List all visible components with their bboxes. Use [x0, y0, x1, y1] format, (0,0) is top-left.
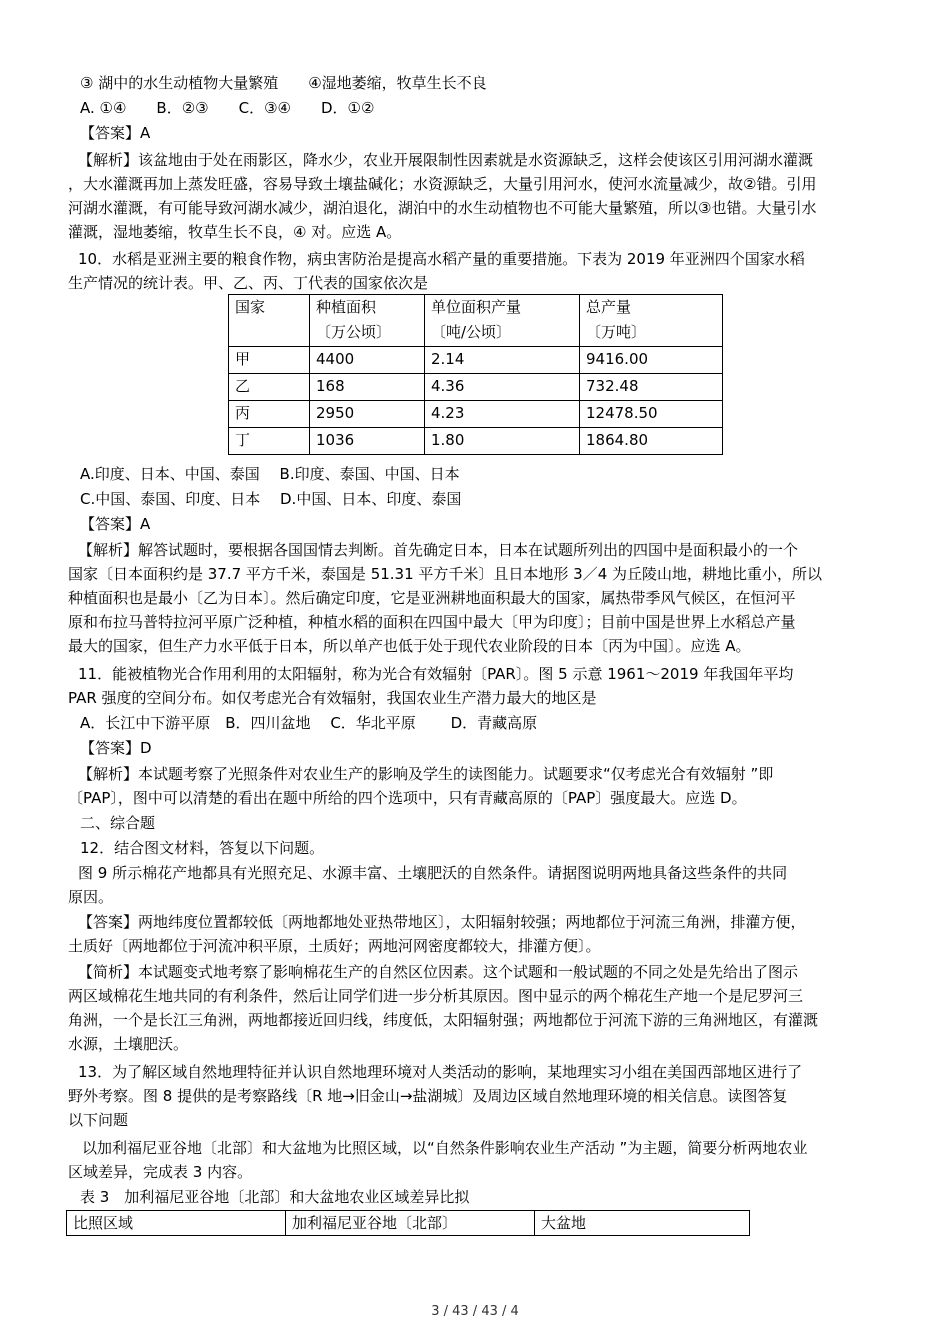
header-cell-total: 总产量 〔万吨〕	[580, 295, 723, 347]
table-row	[229, 374, 723, 401]
table-cell: 12478.50	[580, 401, 723, 428]
q13-stem-line: 13．为了解区域自然地理特征并认识自然地理环境对人类活动的影响，某地理实习小组在美国西部地区进行了	[78, 1063, 803, 1081]
q13-task-line: 区域差异，完成表 3 内容。	[68, 1163, 253, 1181]
q13-stem-line: 野外考察。图 8 提供的是考察路线〔R 地→旧金山→盐湖城〕及周边区域自然地理环境的相关信息。读图答复	[68, 1087, 788, 1105]
table3-caption: 表 3 加利福尼亚谷地〔北部〕和大盆地农业区域差异比拟	[80, 1188, 470, 1206]
table-row	[229, 347, 723, 374]
q11-choices: A．长江中下游平原 B．四川盆地 C．华北平原 D．青藏高原	[80, 714, 538, 732]
q9-answer: 【答案】A	[80, 124, 151, 142]
q11-answer: 【答案】D	[80, 739, 152, 757]
table-cell: 2950	[310, 401, 425, 428]
q10-stem-line: 生产情况的统计表。甲、乙、丙、丁代表的国家依次是	[68, 274, 429, 292]
q9-options-line: ③ 湖中的水生动植物大量繁殖 ④湿地萎缩，牧草生长不良	[80, 74, 487, 92]
q12-analysis	[68, 960, 883, 1056]
q12-sub	[68, 861, 883, 909]
q10-choices-1: A.印度、日本、中国、泰国 B.印度、泰国、中国、日本	[80, 465, 460, 483]
comparison-table	[66, 1210, 750, 1236]
header-cell-area: 种植面积 〔万公顷〕	[310, 295, 425, 347]
table-cell: 4.23	[425, 401, 580, 428]
q12-analysis-line: 【简析】本试题变式地考察了影响棉花生产的自然区位因素。这个试题和一般试题的不同之处是先给出了图示	[78, 963, 799, 981]
header-cell-california: 加利福尼亚谷地〔北部〕	[286, 1211, 535, 1236]
q10-analysis-line: 国家〔日本面积约是 37.7 平方千米，泰国是 51.31 平方千米〕且日本地形 3／4 为丘陵山地，耕地比重小，所以	[68, 565, 823, 583]
table-cell: 4.36	[425, 374, 580, 401]
q11-analysis-line: 〔PAP〕，图中可以清楚的看出在题中所给的四个选项中，只有青藏高原的〔PAP〕强度最大。应选 D。	[68, 789, 747, 807]
q12-sub-line: 图 9 所示棉花产地都具有光照充足、水源丰富、土壤肥沃的自然条件。请据图说明两地具备这些条件的共同	[78, 864, 788, 882]
q12-answer-line: 土质好〔两地都位于河流冲积平原，土质好；两地河网密度都较大，排灌方便〕。	[68, 937, 601, 955]
header-cell-country: 国家	[229, 295, 310, 347]
page-footer: 3 / 43 / 43 / 4	[431, 1304, 519, 1319]
table-cell: 甲	[229, 347, 310, 374]
q10-stem-line: 10．水稻是亚洲主要的粮食作物，病虫害防治是提高水稻产量的重要措施。下表为 2019 年亚洲四个国家水稻	[78, 250, 805, 268]
q10-analysis-line: 最大的国家，但生产力水平低于日本，所以单产也低于处于现代农业阶段的日本〔丙为中国〕。应选 A。	[68, 637, 751, 655]
table-header-row	[67, 1211, 750, 1236]
table-cell: 1864.80	[580, 428, 723, 455]
table-cell: 732.48	[580, 374, 723, 401]
header-cell-great-basin: 大盆地	[535, 1211, 750, 1236]
q12-answer	[68, 910, 883, 958]
table-cell: 丙	[229, 401, 310, 428]
q10-analysis	[68, 538, 883, 658]
table-row	[229, 401, 723, 428]
q10-choices-2: C.中国、泰国、印度、日本 D.中国、日本、印度、泰国	[80, 490, 462, 508]
q13-task-line: 以加利福尼亚谷地〔北部〕和大盆地为比照区域，以“自然条件影响农业生产活动 ”为主题，简要分析两地农业	[82, 1139, 808, 1157]
q10-analysis-line: 原和布拉马普特拉河平原广泛种植，种植水稻的面积在四国中最大〔甲为印度〕；目前中国是世界上水稻总产量	[68, 613, 796, 631]
q9-analysis	[68, 148, 883, 244]
q13-task	[68, 1136, 883, 1184]
header-cell-region: 比照区域	[67, 1211, 286, 1236]
table-cell: 4400	[310, 347, 425, 374]
q12-sub-line: 原因。	[68, 888, 114, 906]
q9-choices: A. ①④ B．②③ C．③④ D．①②	[80, 99, 375, 117]
q13-stem	[68, 1060, 883, 1132]
q12-analysis-line: 水源，土壤肥沃。	[68, 1035, 189, 1053]
q11-stem-line: 11．能被植物光合作用利用的太阳辐射，称为光合有效辐射〔PAR〕。图 5 示意 1961～2019 年我国年平均	[78, 665, 794, 683]
table-cell: 9416.00	[580, 347, 723, 374]
q9-analysis-line: 【解析】该盆地由于处在雨影区，降水少，农业开展限制性因素就是水资源缺乏，这样会使该区引用河湖水灌溉	[78, 151, 814, 169]
q13-stem-line: 以下问题	[68, 1111, 129, 1129]
q10-stem	[68, 247, 883, 295]
table-cell: 1036	[310, 428, 425, 455]
table-cell: 2.14	[425, 347, 580, 374]
q10-analysis-line: 种植面积也是最小〔乙为日本〕。然后确定印度，它是亚洲耕地面积最大的国家，属热带季风气候区，在恒河平	[68, 589, 796, 607]
q9-analysis-line: ，大水灌溉再加上蒸发旺盛，容易导致土壤盐碱化；水资源缺乏，大量引用河水，使河水流量减少，故②错。引用	[68, 175, 817, 193]
q11-analysis	[68, 762, 883, 810]
q10-analysis-line: 【解析】解答试题时，要根据各国国情去判断。首先确定日本，日本在试题所列出的四国中是面积最小的一个	[78, 541, 799, 559]
q12-analysis-line: 角洲，一个是长江三角洲，两地都接近回归线，纬度低，太阳辐射强；两地都位于河流下游的三角洲地区，有灌溉	[68, 1011, 819, 1029]
q11-analysis-line: 【解析】本试题考察了光照条件对农业生产的影响及学生的读图能力。试题要求“仅考虑光合有效辐射 ”即	[78, 765, 774, 783]
table-cell: 乙	[229, 374, 310, 401]
q11-stem	[68, 662, 883, 710]
section-heading: 二、综合题	[80, 814, 156, 832]
table-cell: 丁	[229, 428, 310, 455]
header-cell-yield: 单位面积产量 〔吨/公顷〕	[425, 295, 580, 347]
table-cell: 1.80	[425, 428, 580, 455]
table-row	[229, 428, 723, 455]
q12-stem: 12．结合图文材料，答复以下问题。	[80, 839, 325, 857]
q11-stem-line: PAR 强度的空间分布。如仅考虑光合有效辐射，我国农业生产潜力最大的地区是	[68, 689, 597, 707]
table-cell: 168	[310, 374, 425, 401]
rice-production-table	[228, 294, 723, 455]
q12-analysis-line: 两区域棉花生地共同的有利条件，然后让同学们进一步分析其原因。图中显示的两个棉花生产地一个是尼罗河三	[68, 987, 804, 1005]
q9-analysis-line: 灌溉，湿地萎缩，牧草生长不良，④ 对。应选 A。	[68, 223, 402, 241]
table-header-row	[229, 295, 723, 347]
q10-answer: 【答案】A	[80, 515, 151, 533]
q9-analysis-line: 河湖水灌溉，有可能导致河湖水减少，湖泊退化，湖泊中的水生动植物也不可能大量繁殖，所以③也错。大量引水	[68, 199, 817, 217]
q12-answer-line: 【答案】两地纬度位置都较低〔两地都地处亚热带地区〕，太阳辐射较强；两地都位于河流三角洲，排灌方便，	[78, 913, 806, 931]
